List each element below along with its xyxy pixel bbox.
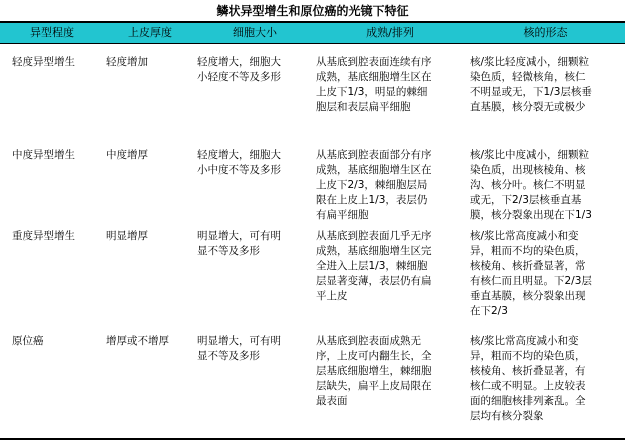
table-row-4-size: 明显增大，可有明 显不等及多形 (197, 335, 281, 362)
table-row-1-thickness: 轻度增加 (106, 56, 148, 68)
column-header-nucleus: 核的形态 (523, 26, 568, 39)
table-row-3-size: 明显增大，可有明 显不等及多形 (197, 230, 281, 257)
column-header-thickness: 上皮厚度 (128, 26, 172, 39)
table-row-4-maturation: 从基底到腔表面成熟无 序，上皮可内翻生长，全 层基底细胞增生，棘细胞 层缺失，扁平上皮局限在 最表面 (316, 335, 432, 407)
table-row-2-nucleus: 核/浆比中度减小，细颗粒 染色质，出现核棱角、核 沟、核分叶。核仁不明显 或无，下2/3层核垂直基 膜，核分裂象出现在下1/3 (470, 149, 592, 221)
table-row-2-size: 轻度增大，细胞大 小中度不等及多形 (197, 149, 281, 176)
header-rule (0, 43, 625, 44)
table-row-2-maturation: 从基底到腔表面部分有序 成熟，基底细胞增生区在 上皮下2/3，棘细胞层局 限在上皮上1/3，表层仍 有扁平细胞 (316, 149, 432, 221)
table-row-2-thickness: 中度增厚 (106, 149, 148, 161)
table-row-1-nucleus: 核/浆比轻度减小，细颗粒 染色质，轻微核角，核仁 不明显或无，下1/3层核垂 直基膜，核分裂无或极少 (470, 56, 592, 113)
table-row-2-grade: 中度异型增生 (12, 149, 75, 161)
table-header (0, 23, 625, 43)
column-header-maturation: 成熟/排列 (366, 26, 414, 39)
table-row-4-thickness: 增厚或不增厚 (106, 335, 169, 347)
table-bottom-rule (0, 438, 625, 440)
table-row-3-maturation: 从基底到腔表面几乎无序 成熟，基底细胞增生区完 全进入上层1/3，棘细胞 层显著变薄，表层仍有扁 平上皮 (316, 230, 432, 302)
table-row-3-thickness: 明显增厚 (106, 230, 148, 242)
table-row-1-size: 轻度增大，细胞大 小轻度不等及多形 (197, 56, 281, 83)
table-row-4-nucleus: 核/浆比常高度减小和变 异，粗而不均的染色质， 核棱角、核折叠显著，有 核仁或不明显。上皮较表 面的细胞核排列紊乱。全 层均有核分裂象 (470, 335, 586, 422)
table-row-3-nucleus: 核/浆比常高度减小和变 异，粗而不均的染色质， 核棱角、核折叠显著，常 有核仁而且明显。下2/3层 垂直基膜，核分裂象出现 在下2/3 (470, 230, 592, 317)
table-row-1-maturation: 从基底到腔表面连续有序 成熟，基底细胞增生区在 上皮下1/3，明显的棘细 胞层和表层扁平细胞 (316, 56, 432, 113)
column-header-grade: 异型程度 (30, 26, 74, 39)
column-header-cell-size: 细胞大小 (233, 26, 277, 39)
table-row-3-grade: 重度异型增生 (12, 230, 75, 242)
table-row-1-grade: 轻度异型增生 (12, 56, 75, 68)
table-row-4-grade: 原位癌 (12, 335, 44, 347)
table-title: 鳞状异型增生和原位癌的光镜下特征 (216, 4, 409, 18)
